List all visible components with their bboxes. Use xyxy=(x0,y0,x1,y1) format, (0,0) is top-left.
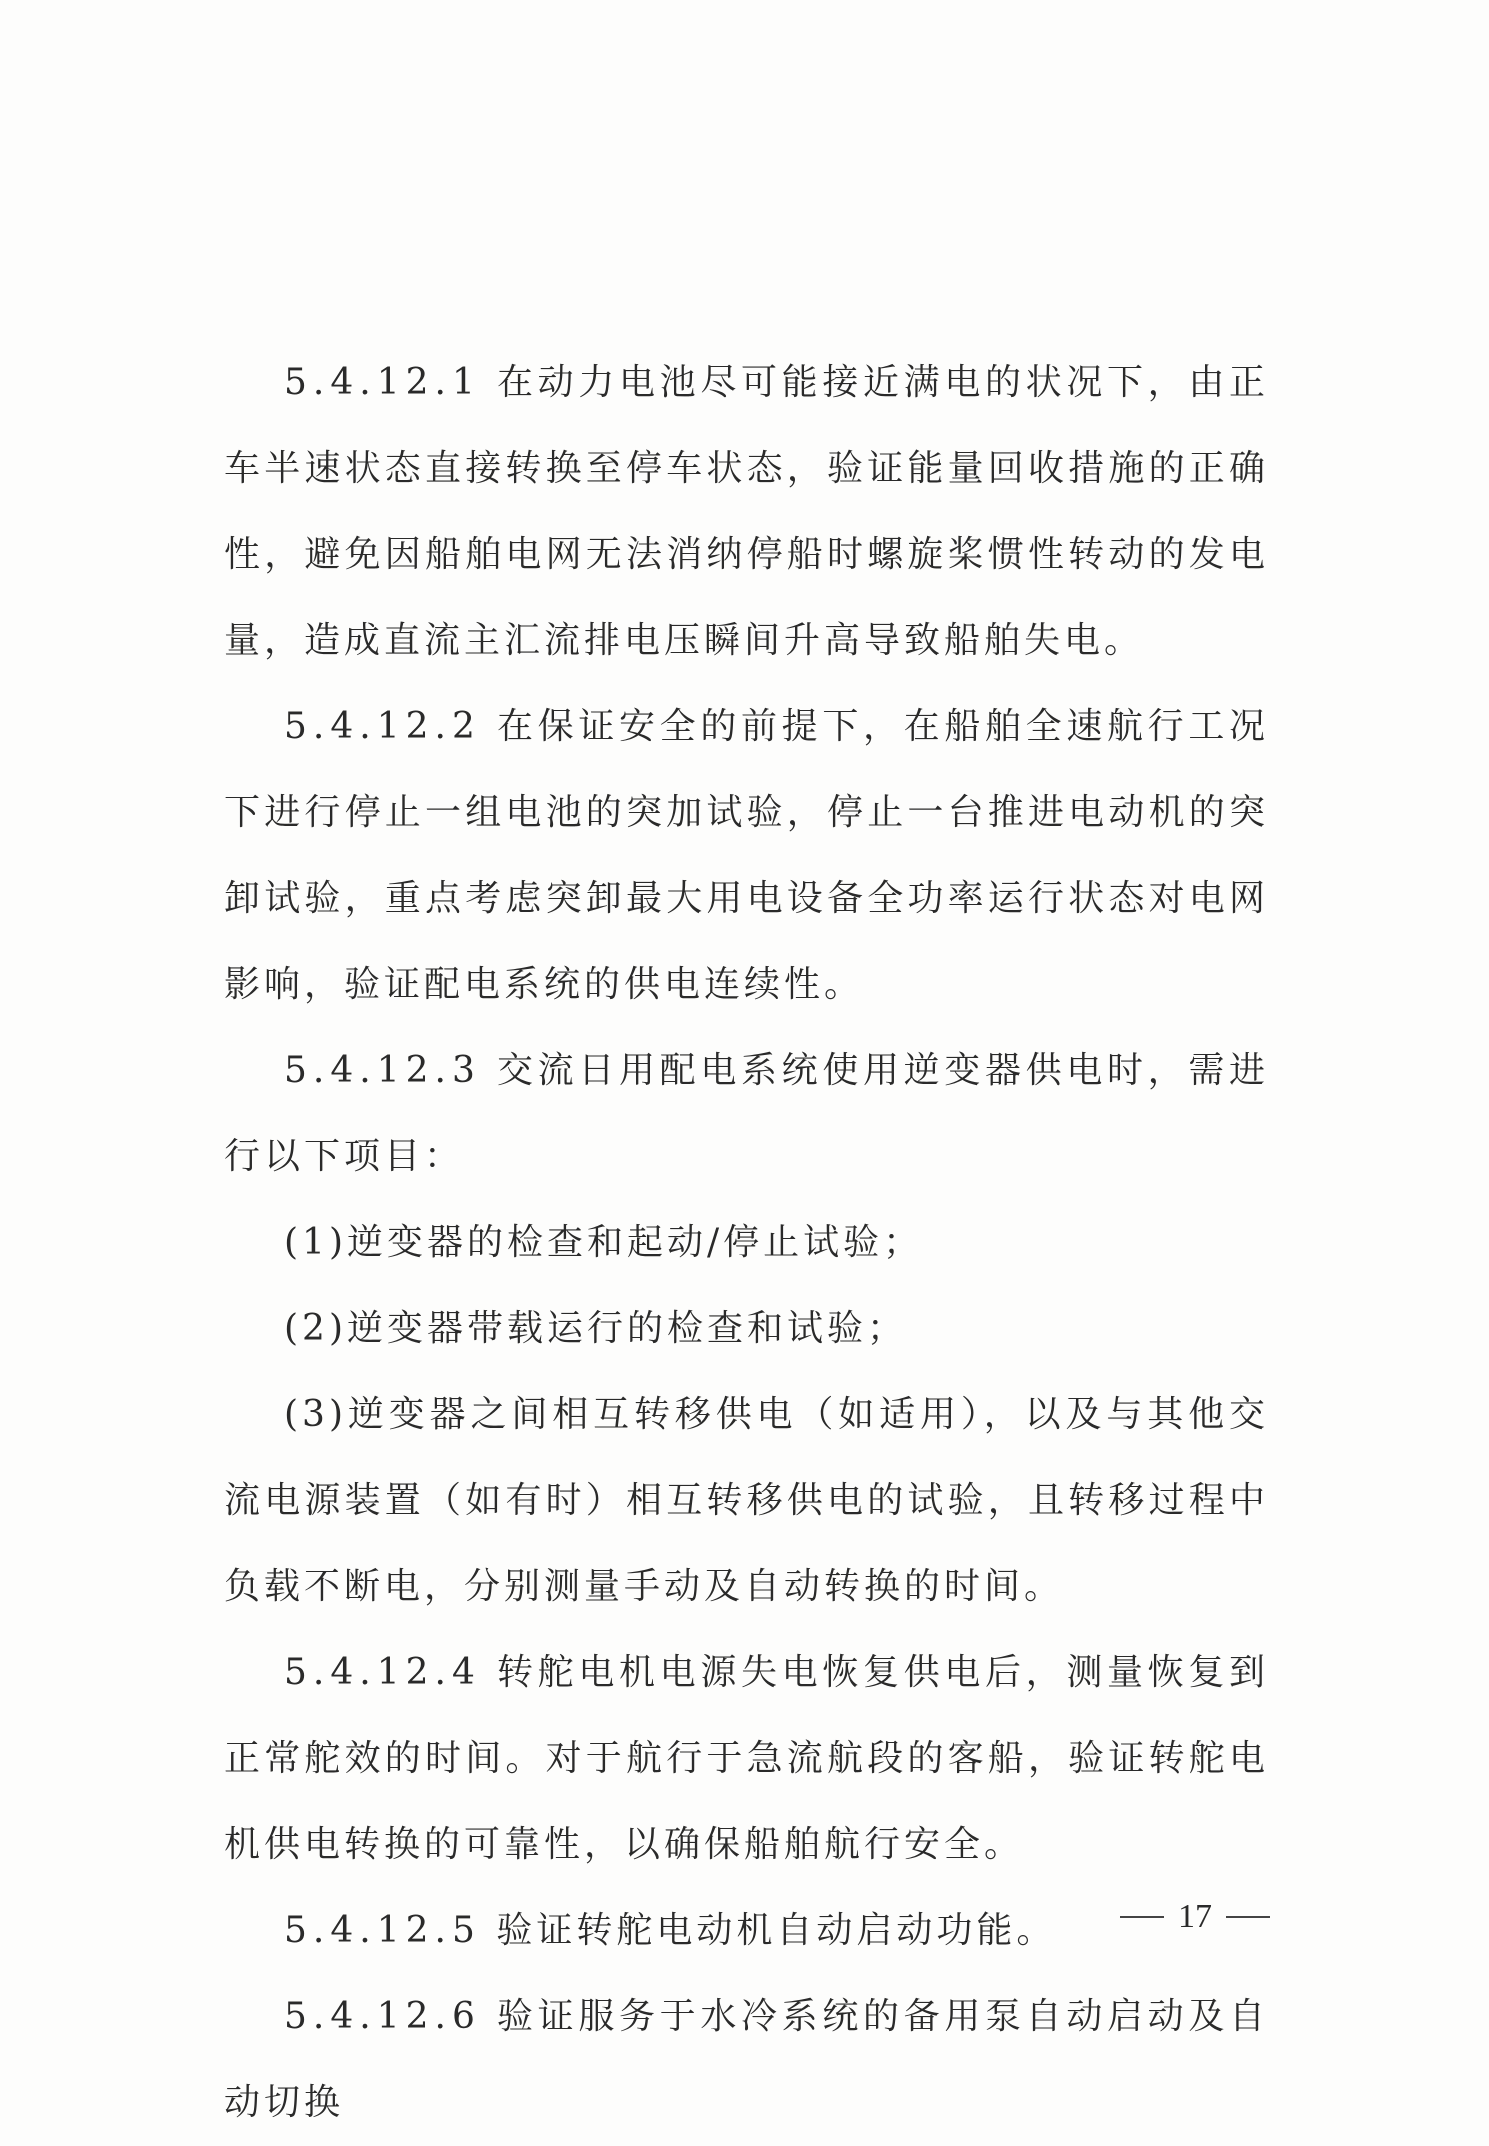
document-body xyxy=(224,340,1269,2146)
list-item-3: (3)逆变器之间相互转移供电（如适用），以及与其他交流电源装置（如有时）相互转移供电的试验，且转移过程中负载不断电，分别测量手动及自动转换的时间。 xyxy=(224,1394,1269,1607)
clause-5-4-12-2 xyxy=(224,684,1269,1028)
clause-number: 5.4.12.6 xyxy=(284,1996,481,2037)
clause-number: 5.4.12.2 xyxy=(284,706,481,747)
clause-text: 交流日用配电系统使用逆变器供电时，需进行以下项目： xyxy=(224,1050,1269,1177)
clause-5-4-12-6 xyxy=(224,1974,1269,2146)
clause-number: 5.4.12.5 xyxy=(284,1910,481,1951)
clause-5-4-12-4 xyxy=(224,1630,1269,1888)
clause-text: 在动力电池尽可能接近满电的状况下，由正车半速状态直接转换至停车状态，验证能量回收措施的正确性，避免因船舶电网无法消纳停船时螺旋桨惯性转动的发电量，造成直流主汇流排电压瞬间升高导致船舶失电。 xyxy=(224,362,1269,661)
page-footer xyxy=(1120,1898,1270,1936)
clause-number: 5.4.12.4 xyxy=(284,1652,481,1693)
clause-5-4-12-1 xyxy=(224,340,1269,684)
list-item-1: (1)逆变器的检查和起动/停止试验； xyxy=(284,1222,924,1263)
clause-text: 在保证安全的前提下，在船舶全速航行工况下进行停止一组电池的突加试验，停止一台推进电动机的突卸试验，重点考虑突卸最大用电设备全功率运行状态对电网影响，验证配电系统的供电连续性。 xyxy=(224,706,1269,1005)
clause-text: 验证服务于水冷系统的备用泵自动启动及自动切换 xyxy=(224,1996,1269,2123)
clause-number: 5.4.12.1 xyxy=(284,362,481,403)
list-item-2: (2)逆变器带载运行的检查和试验； xyxy=(284,1308,907,1349)
clause-number: 5.4.12.3 xyxy=(284,1050,481,1091)
clause-5-4-12-5 xyxy=(224,1888,1269,1974)
page-number: 17 xyxy=(1178,1898,1212,1935)
footer-dash-right xyxy=(1226,1916,1270,1918)
footer-dash-left xyxy=(1120,1916,1164,1918)
clause-5-4-12-3 xyxy=(224,1028,1269,1200)
clause-text: 转舵电机电源失电恢复供电后，测量恢复到正常舵效的时间。对于航行于急流航段的客船，验证转舵电机供电转换的可靠性，以确保船舶航行安全。 xyxy=(224,1652,1269,1865)
clause-text: 验证转舵电动机自动启动功能。 xyxy=(496,1910,1057,1951)
